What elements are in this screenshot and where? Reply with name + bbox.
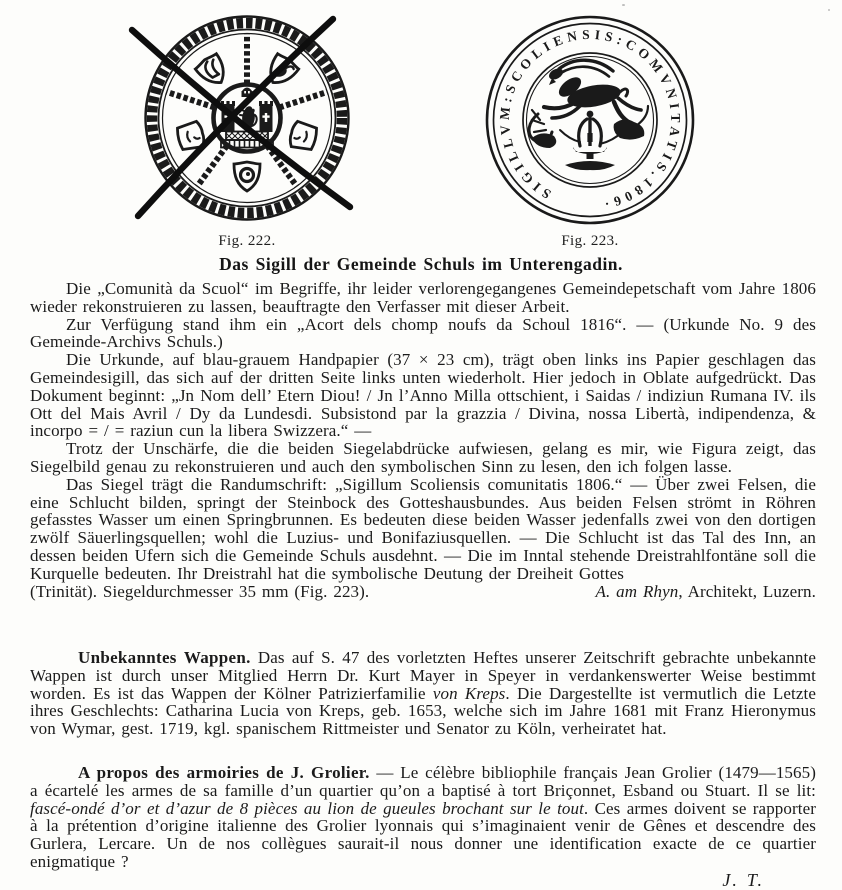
seal-223-fountain: [565, 111, 615, 171]
paragraph: Trotz der Unschärfe, die die beiden Siegelabdrücke aufwiesen, gelang es mir, wie Figura zeigt, das Siegelbild genau zu rekonstruieren und auch den symbolischen Sinn zu lesen, den ich folgen lasse.: [30, 439, 816, 476]
wappen-text-2: . Die Dargestellte ist vermutlich die Letzte ihres Geschlechts: Catharina Lucia von Kreps, geb. 1653, welche sich im Jahre 1681 mit Franz Hieronymus von Wymar, gest. 1719, kgl. spanischem Rittmeister und Senator zu Köln, verheiratet hat.: [30, 683, 816, 739]
paragraph: Das Siegel trägt die Randumschrift: „Sigillum Scoliensis comunitatis 1806.“ — Über zwei Felsen, die eine Schlucht bilden, springt der Steinbock des Gotteshausbundes. Aus beiden Felsen strömt in Röhren gefasstes Wasser um einen Springbrunnen. Es bedeuten diese beiden Wasser jedenfalls zwei von den dortigen zwölf Säuerlingsquellen; wohl die Luzius- und Bonifaziusquellen. — Die Schlucht ist das Tal des Inn, an dessen beiden Ufern sich die Gemeinde Schuls ausdehnt. — Die im Inntal stehende Dreistrahlfontäne soll die Kurquelle bedeuten. Ihr Dreistrahl hat die symbolische Deutung der Dreiheit Gottes: [30, 474, 816, 583]
article-seal-text: [30, 280, 816, 600]
grolier-title: A propos des armoiries de J. Grolier.: [78, 763, 370, 782]
grolier-text-1: — Le célèbre bibliophile français Jean Grolier (1479—1565) a écartelé les armes de sa famille d’un quartier qu’on a baptisé à tort Briçonnet, Esband ou Stuart. Il se lit:: [30, 763, 816, 800]
paragraph: [30, 764, 816, 871]
article-heading: Das Sigill der Gemeinde Schuls im Unterengadin.: [219, 254, 623, 274]
seal-223-drawing: [479, 9, 701, 231]
fig-223-caption: Fig. 223.: [561, 233, 619, 249]
fig-222-caption: Fig. 222.: [218, 233, 276, 249]
seal-222-drawing: [127, 6, 367, 234]
author-title: , Architekt, Luzern.: [678, 581, 816, 601]
wappen-title: Unbekanntes Wappen.: [78, 648, 251, 667]
seal-article-last-line: [30, 583, 816, 601]
seal-222-flag-right: [288, 121, 318, 152]
paragraph: Zur Verfügung stand ihm ein „Acort dels chomp noufs da Schoul 1816“. — (Urkunde No. 9 des Gemeinde-Archivs Schuls.): [30, 314, 816, 352]
seal-222-shield-bottom: [234, 162, 260, 191]
wappen-text-1: Das auf S. 47 des vorletzten Heftes unserer Zeitschrift gebrachte unbekannte Wappen ist durch unser Mitglied Herrn Dr. Kurt Mayer in Speyer in verdankenswerter Weise bestimmt worden. Es ist das Wappen der Kölner Patrizierfamilie: [30, 648, 816, 703]
author-signature: [596, 583, 817, 601]
grolier-blazon: fascé-ondé d’or et d’azur de 8 pièces au lion de gueules brochant sur le tout: [30, 798, 584, 818]
scan-speck: [828, 9, 830, 11]
author-name: A. am Rhyn: [595, 581, 679, 601]
seal-legend-textpath: SIGILLVM:SCOLIENSIS:COMVNITATIS.1806·: [496, 26, 684, 213]
seal-fig-222: [127, 6, 367, 234]
seal-222-castle: [214, 82, 281, 152]
paragraph: [30, 649, 816, 738]
editor-signature: J. T.: [722, 869, 764, 890]
scan-speck: [622, 4, 625, 6]
paragraph: Die „Comunità da Scuol“ im Begriffe, ihr leider verlorengegangenes Gemeindepetschaft vom Jahre 1806 wieder rekonstruieren zu lassen, beauftragte den Verfasser mit dieser Arbeit.: [30, 279, 816, 316]
paragraph: Die Urkunde, auf blau-grauem Handpapier (37 × 23 cm), trägt oben links ins Papier geschlagen das Gemeindesigill, das sich auf der dritten Seite links unten wiederholt. Hier jedoch in Oblate aufgedrückt. Das Dokument beginnt: „Jn Nom dell’ Etern Diou! / Jn l’Anno Milla ottschient, i Saidas / indiziun Rumana IV. ils Ott del Mais Avril / Dy da Lundesdi. Subsistond par la grazzia / Divina, nossa Libertà, indipendenza, & incorpo = / = raziun cun la libera Swizzera.“ —: [30, 350, 816, 441]
seal-222-shield-upper-left: [194, 52, 231, 90]
seal-diameter-note: (Trinität). Siegeldurchmesser 35 mm (Fig. 223).: [30, 581, 370, 601]
grolier-text-2: . Ces armes doivent se rapporter à la prétention d’origine italienne des Grolier lyonnais qui s’imaginaient venir de Gênes et descendre des Gurlera, Lercare. Un de nos collègues saurait-il nous donner une identification exacte de ce quartier enigmatique ?: [30, 798, 816, 871]
article-grolier-text: [30, 764, 816, 890]
seal-fig-223: [479, 9, 701, 231]
article-wappen-text: [30, 649, 816, 738]
wappen-family-name: von Kreps: [432, 683, 506, 703]
